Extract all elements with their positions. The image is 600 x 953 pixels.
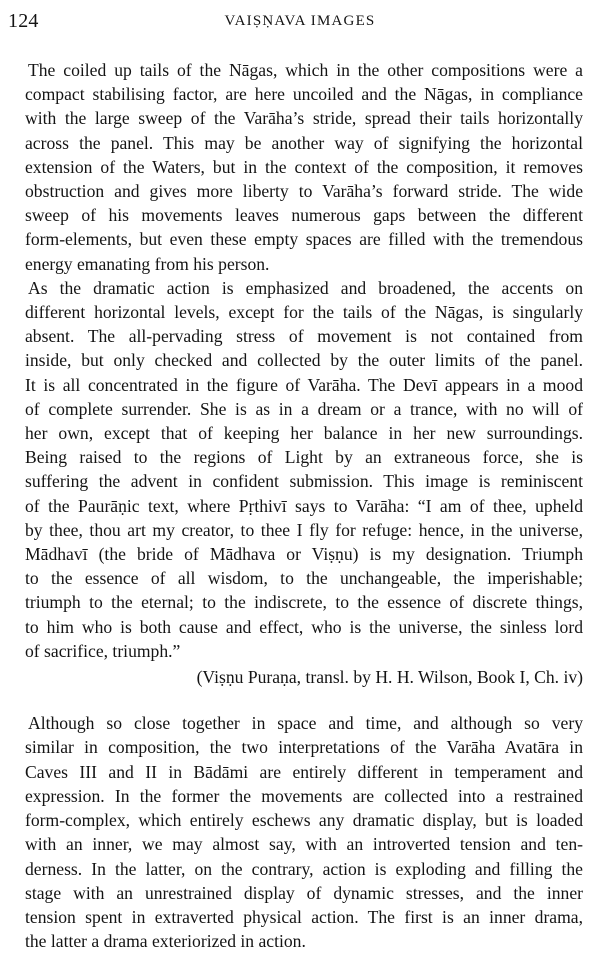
text-line: The coiled up tails of the Nāgas, which in the other compositions were a <box>28 60 583 80</box>
text-line: with an inner, we may almost say, with an introverted tension and ten- <box>25 834 583 855</box>
text-line: across the panel. This may be another way of signifying the horizontal <box>25 132 583 153</box>
running-head: VAIṢṆAVA IMAGES <box>224 13 376 29</box>
text-line: of complete surrender. She is as in a dream or a trance, with no will of <box>25 398 583 419</box>
text-line: absent. The all-pervading stress of movement is not contained from <box>25 326 583 347</box>
text-line: her own, except that of keeping her balance in her new surroundings. <box>25 423 583 444</box>
body-text <box>25 58 583 953</box>
text-line: different horizontal levels, except for the tails of the Nāgas, is singularly <box>25 302 583 323</box>
text-line: to him who is both cause and effect, who is the universe, the sinless lord <box>25 616 583 637</box>
text-line: Mādhavī (the bride of Mādhava or Viṣṇu) is my designation. Triumph <box>25 544 583 565</box>
text-line: by thee, thou art my creator, to thee I fly for refuge: hence, in the universe, <box>25 519 583 540</box>
text-line: extension of the Waters, but in the context of the composition, it removes <box>25 156 583 177</box>
text-line: triumph to the eternal; to the indiscrete, to the essence of discrete things, <box>25 592 583 613</box>
text-line: with the large sweep of the Varāha’s stride, spread their tails horizontally <box>25 108 583 129</box>
text-line: of the Paurāṇic text, where Pṛthivī says to Varāha: “I am of thee, upheld <box>25 495 583 516</box>
text-line: stage with an unrestrained display of dynamic stresses, and the inner <box>25 882 583 903</box>
text-line: tension spent in extraverted physical action. The first is an inner drama, <box>25 906 583 927</box>
text-line: Being raised to the regions of Light by an extraneous force, she is <box>25 447 583 468</box>
text-line: similar in composition, the two interpretations of the Varāha Avatāra in <box>25 737 583 758</box>
paragraph-3 <box>25 711 583 953</box>
text-line: derness. In the latter, on the contrary, action is exploding and filling the <box>25 858 583 879</box>
text-line: sweep of his movements leaves numerous gaps between the different <box>25 205 583 226</box>
citation: (Viṣṇu Puraṇa, transl. by H. H. Wilson, Book I, Ch. iv) <box>196 667 583 688</box>
paragraph-gap <box>25 689 583 711</box>
text-line: energy emanating from his person. <box>25 253 270 274</box>
paragraph-1 <box>25 58 583 276</box>
text-line: the latter a drama exteriorized in action. <box>25 931 306 952</box>
text-line: obstruction and gives more liberty to Varāha’s forward stride. The wide <box>25 181 583 202</box>
paragraph-2 <box>25 276 583 689</box>
text-line: inside, but only checked and collected by the outer limits of the panel. <box>25 350 583 371</box>
text-line: compact stabilising factor, are here uncoiled and the Nāgas, in compliance <box>25 84 583 105</box>
text-line: It is all concentrated in the figure of Varāha. The Devī appears in a mood <box>25 374 583 395</box>
text-line: Caves III and II in Bādāmi are entirely different in temperament and <box>25 761 583 782</box>
text-line: form-complex, which entirely eschews any dramatic display, but is loaded <box>25 810 583 831</box>
text-line: Although so close together in space and time, and although so very <box>28 713 583 734</box>
text-line: form-elements, but even these empty spaces are filled with the tremendous <box>25 229 583 250</box>
text-line: to the essence of all wisdom, to the unchangeable, the imperishable; <box>25 568 583 589</box>
text-line: As the dramatic action is emphasized and broadened, the accents on <box>28 277 583 298</box>
text-line: of sacrifice, triumph.” <box>25 640 181 661</box>
text-line: expression. In the former the movements are collected into a restrained <box>25 785 583 806</box>
text-line: suffering the advent in confident submission. This image is reminiscent <box>25 471 583 492</box>
page-number: 124 <box>8 10 39 32</box>
